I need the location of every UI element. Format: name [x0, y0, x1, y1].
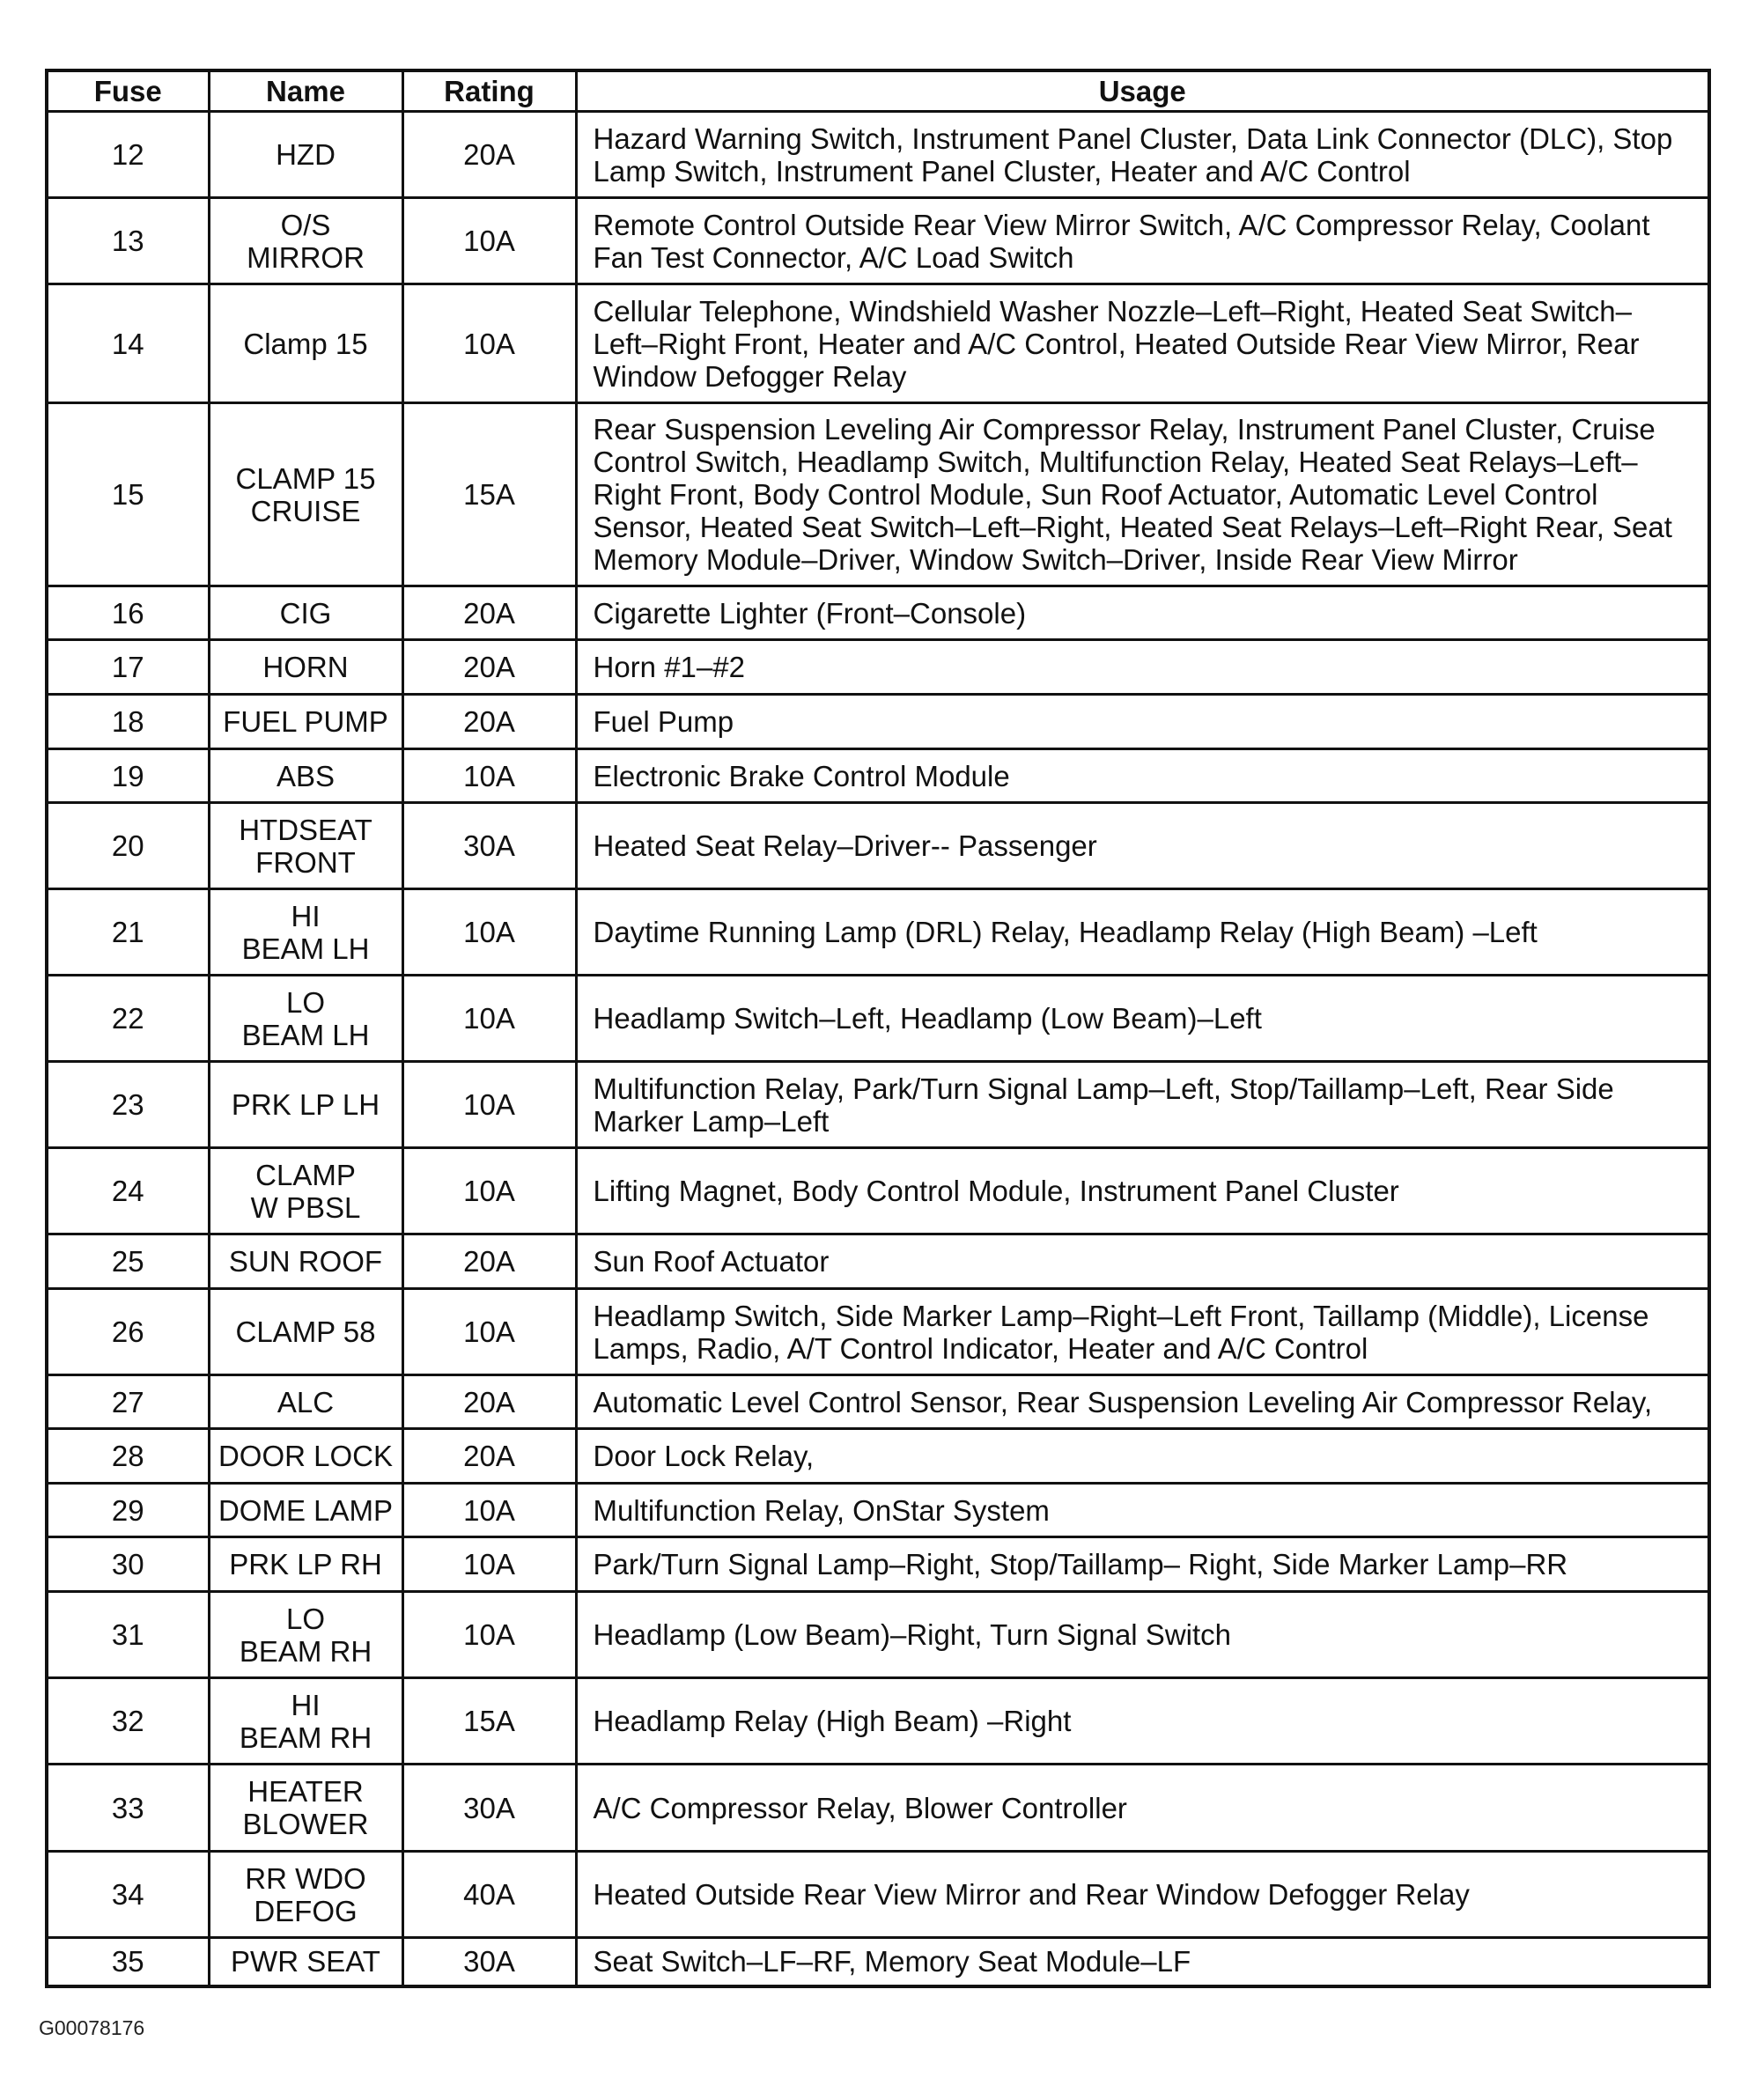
usage-cell: Remote Control Outside Rear View Mirror Switch, A/C Compressor Relay, Coolant Fan Test Connector, A/C Load Switch: [576, 198, 1709, 284]
usage-cell: Lifting Magnet, Body Control Module, Instrument Panel Cluster: [576, 1148, 1709, 1234]
name-cell: DOOR LOCK: [209, 1429, 402, 1484]
fuse-cell: 29: [47, 1484, 209, 1537]
name-cell: HI BEAM RH: [209, 1678, 402, 1765]
fuse-cell: 28: [47, 1429, 209, 1484]
name-cell: FUEL PUMP: [209, 695, 402, 749]
rating-cell: 10A: [402, 1484, 576, 1537]
name-cell: CLAMP 58: [209, 1289, 402, 1375]
name-cell: PRK LP RH: [209, 1537, 402, 1592]
table-row: [47, 1148, 1709, 1234]
rating-cell: 10A: [402, 198, 576, 284]
rating-cell: 20A: [402, 640, 576, 695]
rating-cell: 20A: [402, 586, 576, 640]
usage-cell: Headlamp Switch, Side Marker Lamp–Right–Left Front, Taillamp (Middle), License Lamps, Radio, A/T Control Indicator, Heater and A/C Control: [576, 1289, 1709, 1375]
fuse-cell: 17: [47, 640, 209, 695]
name-cell: LO BEAM RH: [209, 1592, 402, 1678]
name-cell: HORN: [209, 640, 402, 695]
table-row: [47, 112, 1709, 198]
header-usage: Usage: [576, 70, 1709, 112]
usage-cell: Heated Outside Rear View Mirror and Rear Window Defogger Relay: [576, 1852, 1709, 1938]
fuse-cell: 12: [47, 112, 209, 198]
usage-cell: Hazard Warning Switch, Instrument Panel Cluster, Data Link Connector (DLC), Stop Lamp Switch, Instrument Panel Cluster, Heater and A/C Control: [576, 112, 1709, 198]
table-row: [47, 889, 1709, 976]
fuse-cell: 18: [47, 695, 209, 749]
table-row: [47, 586, 1709, 640]
rating-cell: 15A: [402, 403, 576, 586]
header-name: Name: [209, 70, 402, 112]
figure-id: G00078176: [39, 2016, 145, 2039]
fuse-cell: 27: [47, 1375, 209, 1429]
fuse-table-body: [47, 112, 1709, 1986]
name-cell: LO BEAM LH: [209, 976, 402, 1062]
table-row: [47, 640, 1709, 695]
rating-cell: 10A: [402, 1148, 576, 1234]
table-row: [47, 1592, 1709, 1678]
fuse-cell: 15: [47, 403, 209, 586]
fuse-cell: 34: [47, 1852, 209, 1938]
usage-cell: Sun Roof Actuator: [576, 1234, 1709, 1289]
rating-cell: 30A: [402, 803, 576, 889]
rating-cell: 10A: [402, 1289, 576, 1375]
usage-cell: Park/Turn Signal Lamp–Right, Stop/Taillamp– Right, Side Marker Lamp–RR: [576, 1537, 1709, 1592]
table-row: [47, 1537, 1709, 1592]
name-cell: PWR SEAT: [209, 1938, 402, 1986]
name-cell: HEATER BLOWER: [209, 1765, 402, 1852]
table-row: [47, 1429, 1709, 1484]
fuse-table: [45, 69, 1711, 1988]
name-cell: ALC: [209, 1375, 402, 1429]
fuse-cell: 14: [47, 284, 209, 403]
usage-cell: Heated Seat Relay–Driver-- Passenger: [576, 803, 1709, 889]
name-cell: HZD: [209, 112, 402, 198]
table-row: [47, 1234, 1709, 1289]
name-cell: Clamp 15: [209, 284, 402, 403]
name-cell: PRK LP LH: [209, 1062, 402, 1148]
fuse-cell: 23: [47, 1062, 209, 1148]
fuse-cell: 22: [47, 976, 209, 1062]
fuse-cell: 30: [47, 1537, 209, 1592]
fuse-cell: 35: [47, 1938, 209, 1986]
header-rating: Rating: [402, 70, 576, 112]
name-cell: SUN ROOF: [209, 1234, 402, 1289]
table-row: [47, 1678, 1709, 1765]
fuse-cell: 31: [47, 1592, 209, 1678]
usage-cell: Multifunction Relay, Park/Turn Signal Lamp–Left, Stop/Taillamp–Left, Rear Side Marker Lamp–Left: [576, 1062, 1709, 1148]
table-row: [47, 1484, 1709, 1537]
usage-cell: Automatic Level Control Sensor, Rear Suspension Leveling Air Compressor Relay,: [576, 1375, 1709, 1429]
fuse-cell: 25: [47, 1234, 209, 1289]
table-row: [47, 198, 1709, 284]
usage-cell: Headlamp Relay (High Beam) –Right: [576, 1678, 1709, 1765]
rating-cell: 20A: [402, 112, 576, 198]
table-row: [47, 403, 1709, 586]
fuse-cell: 33: [47, 1765, 209, 1852]
rating-cell: 10A: [402, 284, 576, 403]
name-cell: RR WDO DEFOG: [209, 1852, 402, 1938]
rating-cell: 10A: [402, 889, 576, 976]
rating-cell: 30A: [402, 1938, 576, 1986]
rating-cell: 20A: [402, 695, 576, 749]
usage-cell: Electronic Brake Control Module: [576, 749, 1709, 803]
name-cell: CIG: [209, 586, 402, 640]
name-cell: CLAMP 15 CRUISE: [209, 403, 402, 586]
rating-cell: 20A: [402, 1429, 576, 1484]
rating-cell: 10A: [402, 749, 576, 803]
table-row: [47, 1765, 1709, 1852]
fuse-cell: 26: [47, 1289, 209, 1375]
fuse-cell: 32: [47, 1678, 209, 1765]
name-cell: ABS: [209, 749, 402, 803]
rating-cell: 20A: [402, 1234, 576, 1289]
usage-cell: Door Lock Relay,: [576, 1429, 1709, 1484]
usage-cell: Headlamp (Low Beam)–Right, Turn Signal Switch: [576, 1592, 1709, 1678]
rating-cell: 10A: [402, 1537, 576, 1592]
usage-cell: Cigarette Lighter (Front–Console): [576, 586, 1709, 640]
usage-cell: A/C Compressor Relay, Blower Controller: [576, 1765, 1709, 1852]
name-cell: HI BEAM LH: [209, 889, 402, 976]
rating-cell: 10A: [402, 1592, 576, 1678]
fuse-cell: 16: [47, 586, 209, 640]
usage-cell: Multifunction Relay, OnStar System: [576, 1484, 1709, 1537]
name-cell: DOME LAMP: [209, 1484, 402, 1537]
usage-cell: Cellular Telephone, Windshield Washer Nozzle–Left–Right, Heated Seat Switch–Left–Right Front, Heater and A/C Control, Heated Outside Rear View Mirror, Rear Window Defogger Relay: [576, 284, 1709, 403]
usage-cell: Rear Suspension Leveling Air Compressor Relay, Instrument Panel Cluster, Cruise Control Switch, Headlamp Switch, Multifunction Relay, Heated Seat Relays–Left–Right Front, Body Control Module, Sun Roof Actuator, Automatic Level Control Sensor, Heated Seat Switch–Left–Right, Heated Seat Relays–Left–Right Rear, Seat Memory Module–Driver, Window Switch–Driver, Inside Rear View Mirror: [576, 403, 1709, 586]
table-row: [47, 749, 1709, 803]
table-row: [47, 1852, 1709, 1938]
rating-cell: 15A: [402, 1678, 576, 1765]
fuse-cell: 24: [47, 1148, 209, 1234]
rating-cell: 30A: [402, 1765, 576, 1852]
name-cell: HTDSEAT FRONT: [209, 803, 402, 889]
name-cell: O/S MIRROR: [209, 198, 402, 284]
rating-cell: 40A: [402, 1852, 576, 1938]
table-row: [47, 1289, 1709, 1375]
name-cell: CLAMP W PBSL: [209, 1148, 402, 1234]
rating-cell: 10A: [402, 976, 576, 1062]
header-fuse: Fuse: [47, 70, 209, 112]
fuse-cell: 13: [47, 198, 209, 284]
usage-cell: Horn #1–#2: [576, 640, 1709, 695]
table-row: [47, 695, 1709, 749]
rating-cell: 10A: [402, 1062, 576, 1148]
table-row: [47, 284, 1709, 403]
usage-cell: Seat Switch–LF–RF, Memory Seat Module–LF: [576, 1938, 1709, 1986]
table-row: [47, 1062, 1709, 1148]
fuse-cell: 20: [47, 803, 209, 889]
usage-cell: Daytime Running Lamp (DRL) Relay, Headlamp Relay (High Beam) –Left: [576, 889, 1709, 976]
table-row: [47, 1375, 1709, 1429]
table-row: [47, 976, 1709, 1062]
header-row: [47, 70, 1709, 112]
rating-cell: 20A: [402, 1375, 576, 1429]
fuse-cell: 21: [47, 889, 209, 976]
usage-cell: Headlamp Switch–Left, Headlamp (Low Beam)–Left: [576, 976, 1709, 1062]
table-row: [47, 1938, 1709, 1986]
fuse-cell: 19: [47, 749, 209, 803]
usage-cell: Fuel Pump: [576, 695, 1709, 749]
table-row: [47, 803, 1709, 889]
